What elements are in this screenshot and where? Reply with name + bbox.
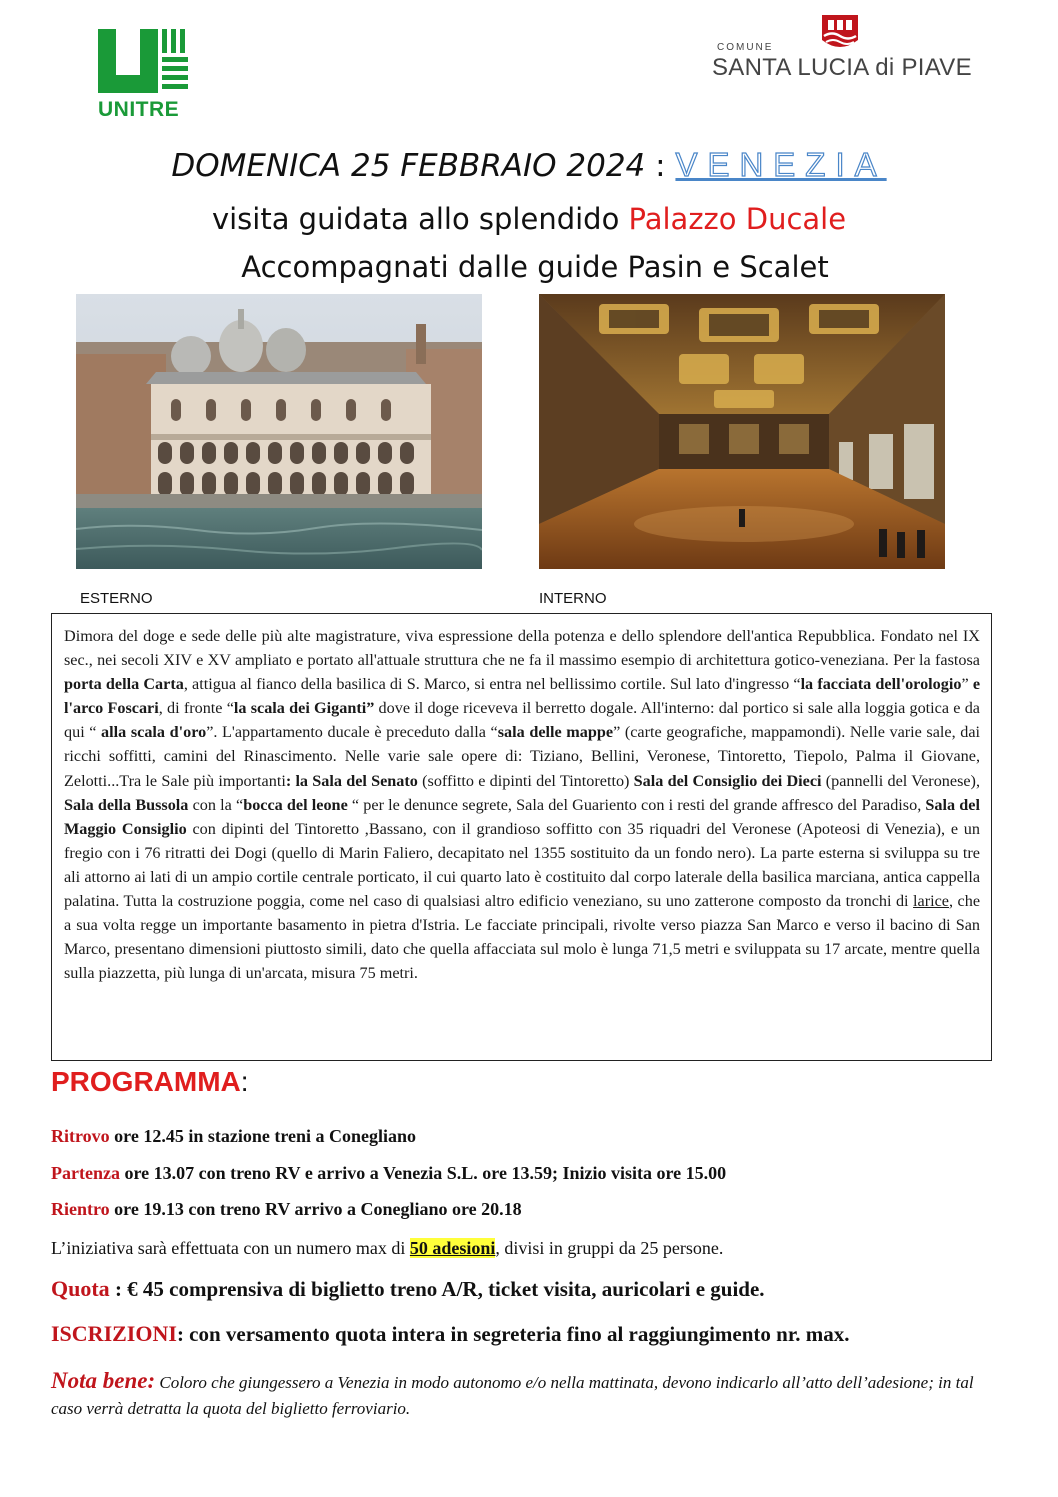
desc-segment: ” (carte geografiche, mappamondi). Nelle varie sale, dai ricchi soffitti, camini del Rinascimento. Nelle varie sale opere di: Tiziano, Bellini, Veronese, Tintoretto, Tiepolo, Palma il Giovane, Zelotti...Tra le Sale più importanti bbox=[64, 723, 981, 790]
desc-underline: larice bbox=[913, 892, 949, 911]
event-title bbox=[0, 146, 1058, 184]
desc-bold: : la Sala del Senato bbox=[285, 771, 418, 790]
programma-title: PROGRAMMA bbox=[51, 1066, 241, 1097]
event-guides: Accompagnati dalle guide Pasin e Scalet bbox=[241, 250, 829, 284]
palazzo-exterior-image bbox=[76, 294, 482, 569]
quota-text: : € 45 comprensiva di biglietto treno A/R, ticket visita, auricolari e guide. bbox=[109, 1277, 765, 1301]
nota-label: Nota bene: bbox=[51, 1368, 156, 1393]
palazzo-interior-image bbox=[539, 294, 945, 569]
nota-bene bbox=[51, 1368, 991, 1422]
desc-segment: , attigua al fianco della basilica di S. Marco, si entra nel bellissimo cortile. Sul lato d'ingresso “ bbox=[183, 675, 801, 694]
desc-segment: ” bbox=[961, 675, 973, 694]
unitre-mark-icon bbox=[96, 27, 192, 95]
adesioni-suffix: , divisi in gruppi da 25 persone. bbox=[495, 1238, 724, 1258]
comune-crest-icon bbox=[819, 12, 861, 54]
adesioni-highlight: 50 adesioni bbox=[409, 1238, 496, 1258]
event-date: DOMENICA 25 FEBBRAIO 2024 bbox=[171, 148, 646, 184]
desc-bold: Sala del Maggio Consiglio bbox=[64, 795, 980, 838]
programma-iscrizioni bbox=[51, 1321, 849, 1347]
desc-bold: porta della Carta bbox=[64, 675, 184, 694]
caption-interior: INTERNO bbox=[539, 590, 607, 607]
desc-bold: sala delle mappe bbox=[497, 723, 614, 742]
desc-segment: con dipinti del Tintoretto ,Bassano, con il grandioso soffitto con 35 riquadri del Veronese (Apoteosi di Venezia), e un fregio con i 76 ritratti dei Dogi (quello di Marin Faliero, decapitato nel 1355 sostituito da un fondo nero). La parte esterna si sviluppa su tre ali attorno ai lati di un ampio cortile centrale porticato, il cui quarto lato è costituito dal corpo laterale della basilica marciana, antica cappella palatina. Tutta la costruzione poggia, come nel caso di qualsiasi altro edificio veneziano, su uno zatterone composto da tronchi di bbox=[64, 819, 980, 911]
desc-segment: , di fronte “ bbox=[158, 699, 234, 718]
rientro-text: ore 19.13 con treno RV arrivo a Conegliano ore 20.18 bbox=[109, 1199, 522, 1219]
programma-adesioni bbox=[51, 1238, 723, 1259]
ritrovo-text: ore 12.45 in stazione treni a Conegliano bbox=[109, 1126, 416, 1146]
programma-partenza bbox=[51, 1163, 726, 1184]
desc-bold: Sala della Bussola bbox=[64, 795, 189, 814]
desc-bold: alla scala d'oro bbox=[96, 723, 207, 742]
iscrizioni-label: ISCRIZIONI bbox=[51, 1321, 177, 1346]
desc-segment: (soffitto e dipinti del Tintoretto) bbox=[417, 771, 634, 790]
desc-bold: e l'arco Foscari bbox=[64, 675, 980, 718]
programma-colon: : bbox=[240, 1066, 249, 1097]
desc-segment: , che a sua volta regge un importante basamento in pietra d'Istria. Le facciate principali, rivolte verso piazza San Marco e verso il bacino di San Marco, presentano dimensioni piuttosto simili, dato che quella affacciata sul molo è lunga 71,5 metri e sviluppata su 17 arcate, mentre quella sulla piazzetta, più lunga di un'arcata, misura 75 metri. bbox=[64, 892, 981, 983]
ritrovo-label: Ritrovo bbox=[51, 1126, 110, 1146]
event-city: VENEZIA bbox=[675, 146, 887, 183]
comune-label: COMUNE bbox=[717, 42, 774, 53]
rientro-label: Rientro bbox=[51, 1199, 110, 1219]
event-subtitle bbox=[0, 202, 1058, 236]
desc-segment: “ per le denunce segrete, Sala del Guariento con i resti del grande affresco del Paradiso, bbox=[347, 795, 926, 814]
description-text bbox=[64, 624, 980, 985]
subtitle-prefix: visita guidata allo splendido bbox=[211, 202, 629, 236]
comune-logo bbox=[712, 12, 972, 84]
desc-segment: ”. L'appartamento ducale è preceduto dalla “ bbox=[206, 723, 498, 742]
programma-quota bbox=[51, 1276, 765, 1302]
nota-text: Coloro che giungessero a Venezia in modo autonomo e/o nella mattinata, devono indicarlo all’atto dell’adesione; in tal caso verrà detratta la quota del biglietto ferroviario. bbox=[51, 1373, 974, 1418]
programma-ritrovo bbox=[51, 1126, 416, 1147]
partenza-label: Partenza bbox=[51, 1163, 120, 1183]
desc-segment: dove il doge riceveva il berretto dogale. All'interno: dal portico si sale alla loggia gotica e da qui “ bbox=[64, 699, 980, 742]
title-separator: : bbox=[645, 148, 676, 184]
programma-rientro bbox=[51, 1199, 522, 1220]
desc-bold: la facciata dell'orologio bbox=[800, 675, 962, 694]
quota-label: Quota bbox=[51, 1276, 110, 1301]
caption-exterior: ESTERNO bbox=[80, 590, 153, 607]
partenza-text: ore 13.07 con treno RV e arrivo a Venezia S.L. ore 13.59; Inizio visita ore 15.00 bbox=[119, 1163, 727, 1183]
photo-exterior bbox=[76, 294, 482, 569]
adesioni-prefix: L’iniziativa sarà effettuata con un numero max di bbox=[51, 1238, 410, 1258]
programma-heading bbox=[51, 1066, 249, 1098]
unitre-logo-text: UNITRE bbox=[98, 98, 180, 121]
desc-bold: la scala dei Giganti” bbox=[233, 699, 375, 718]
unitre-logo bbox=[96, 27, 196, 123]
description-box bbox=[51, 613, 992, 1061]
desc-segment: (pannelli del Veronese), bbox=[821, 771, 980, 790]
desc-segment: con la “ bbox=[188, 795, 244, 814]
comune-name: SANTA LUCIA di PIAVE bbox=[712, 54, 972, 81]
desc-bold: Sala del Consiglio dei Dieci bbox=[633, 771, 822, 790]
iscrizioni-text: : con versamento quota intera in segreteria fino al raggiungimento nr. max. bbox=[176, 1322, 850, 1346]
desc-bold: bocca del leone bbox=[243, 795, 348, 814]
subtitle-highlight: Palazzo Ducale bbox=[628, 202, 847, 236]
desc-segment: Dimora del doge e sede delle più alte magistrature, viva espressione della potenza e dello splendore dell'antica Repubblica. Fondato nel IX sec., nei secoli XIV e XV ampliato e portato all'attuale struttura che ne fa il massimo esempio di architettura gotico-veneziana. Per la fastosa bbox=[64, 627, 980, 670]
photo-interior bbox=[539, 294, 945, 569]
